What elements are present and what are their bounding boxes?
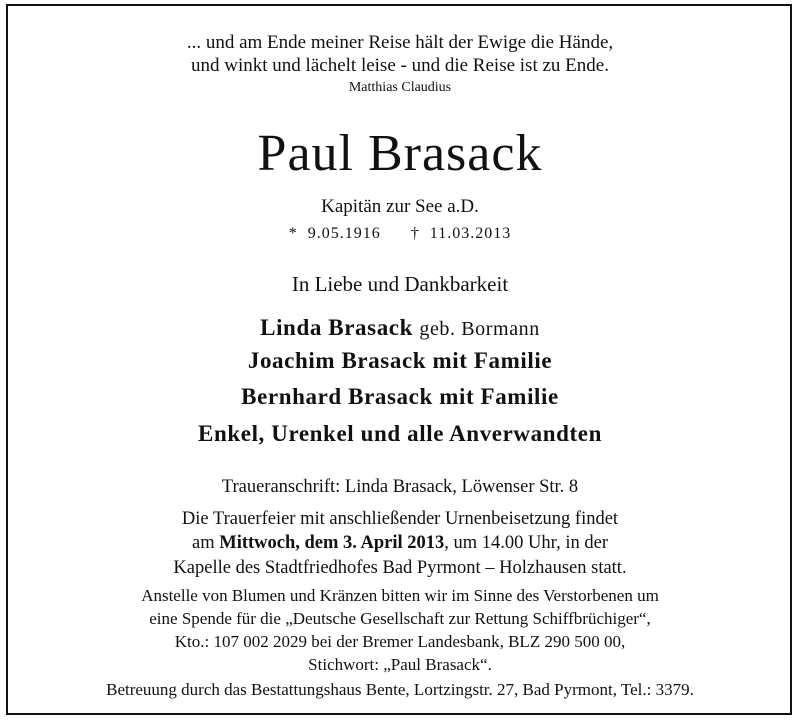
ceremony-line-3: Kapelle des Stadtfriedhofes Bad Pyrmont – Holzhausen statt. — [173, 558, 627, 578]
ceremony-line-2 — [0, 533, 800, 554]
undertaker-line: Betreuung durch das Bestattungshaus Bente, Lortzingstr. 27, Bad Pyrmont, Tel.: 3379. — [106, 680, 694, 699]
deceased-name: Paul Brasack — [257, 125, 543, 182]
birth-symbol: * — [288, 225, 298, 242]
mourner-1-name: Linda Brasack — [260, 315, 413, 340]
mourner-2: Joachim Brasack mit Familie — [247, 348, 553, 373]
ceremony-line-2-pre: am — [192, 533, 220, 553]
mourner-4: Enkel, Urenkel und alle Anverwandten — [198, 421, 602, 446]
donation-line-3: Kto.: 107 002 2029 bei der Bremer Landesbank, BLZ 290 500 00, — [174, 632, 626, 651]
mourner-1-suffix: geb. Bormann — [419, 318, 540, 340]
donation-line-4: Stichwort: „Paul Brasack“. — [308, 655, 492, 674]
ceremony-date: Mittwoch, dem 3. April 2013 — [219, 533, 445, 553]
quote-author: Matthias Claudius — [348, 80, 452, 95]
death-date: 11.03.2013 — [429, 225, 512, 242]
quote-line-2: und winkt und lächelt leise - und die Reise ist zu Ende. — [191, 55, 609, 76]
donation-line-1: Anstelle von Blumen und Kränzen bitten wir im Sinne des Verstorbenen um — [141, 586, 659, 605]
mourner-1 — [0, 315, 800, 341]
ceremony-line-2-post: , um 14.00 Uhr, in der — [444, 533, 608, 553]
birth-date: 9.05.1916 — [307, 225, 381, 242]
dedication: In Liebe und Dankbarkeit — [291, 272, 509, 296]
mourner-3: Bernhard Brasack mit Familie — [241, 384, 559, 409]
life-dates — [0, 225, 800, 243]
donation-line-2: eine Spende für die „Deutsche Gesellschaft zur Rettung Schiffbrüchiger“, — [149, 609, 651, 628]
deceased-title: Kapitän zur See a.D. — [321, 196, 479, 217]
ceremony-line-1: Die Trauerfeier mit anschließender Urnenbeisetzung findet — [181, 509, 619, 529]
mourning-address: Traueranschrift: Linda Brasack, Löwenser Str. 8 — [221, 477, 579, 497]
quote-line-1: ... und am Ende meiner Reise hält der Ewige die Hände, — [186, 32, 614, 53]
death-symbol: † — [410, 225, 420, 242]
